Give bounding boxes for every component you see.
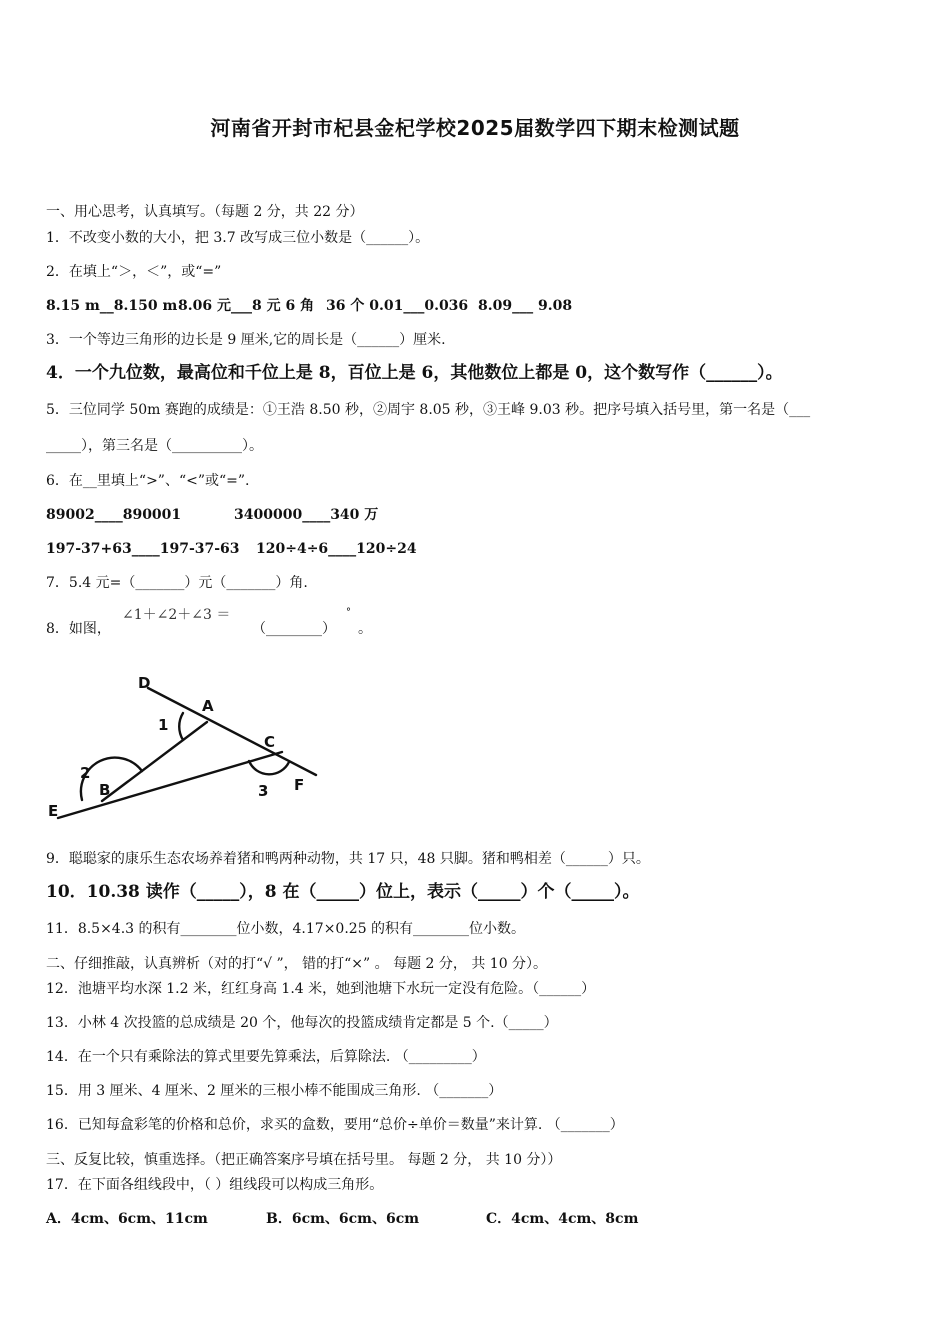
section-3-header: 三、反复比较，慎重选择。（把正确答案序号填在括号里。 每题 2 分， 共 10 分）） [46, 1152, 562, 1168]
q6-item-1: 89002____890001 [46, 507, 182, 523]
page-title: 河南省开封市杞县金杞学校2025届数学四下期末检测试题 [210, 116, 740, 140]
label-angle-1: 1 [158, 716, 169, 734]
question-9: 9．聪聪家的康乐生态农场养着猪和鸭两种动物，共 17 只，48 只脚。猪和鸭相差（______）只。 [46, 851, 650, 867]
question-1: 1．不改变小数的大小，把 3.7 改写成三位小数是（______）。 [46, 230, 430, 246]
label-D: D [138, 674, 151, 692]
question-8 [46, 607, 372, 638]
q8-blank: （________） [252, 621, 336, 637]
q2-item-1: 8.15 m__8.150 m [46, 298, 178, 314]
q2-item-4: 8.09___ 9.08 [478, 298, 573, 314]
option-a: A．4cm、6cm、11cm [46, 1211, 208, 1227]
q8-angle-sum: ∠1＋∠2＋∠3 ＝ [122, 607, 231, 623]
q6-item-4: 120÷4÷6____120÷24 [256, 541, 417, 557]
question-17-options [46, 1210, 638, 1228]
question-6-row-2 [46, 540, 417, 558]
question-17: 17．在下面各组线段中，（ ）组线段可以构成三角形。 [46, 1177, 384, 1193]
label-angle-3: 3 [258, 782, 269, 800]
question-5-line-2: _____），第三名是（__________）。 [46, 438, 263, 454]
q8-degree: ° [346, 607, 351, 618]
label-F: F [294, 776, 305, 794]
q2-item-3: 36 个 0.01___0.036 [326, 298, 469, 314]
section-2-header: 二、仔细推敲，认真辨析（对的打“√ ”， 错的打“×” 。 每题 2 分， 共 10 分）。 [46, 956, 548, 972]
question-3: 3．一个等边三角形的边长是 9 厘米,它的周长是（______）厘米. [46, 332, 446, 348]
question-6-row-1 [46, 506, 378, 524]
question-13: 13．小林 4 次投篮的总成绩是 20 个，他每次的投篮成绩肯定都是 5 个.（_____） [46, 1015, 558, 1031]
question-11: 11．8.5×4.3 的积有________位小数，4.17×0.25 的积有________位小数。 [46, 921, 526, 937]
question-7: 7．5.4 元=（_______）元（_______）角. [46, 575, 308, 591]
section-1-header: 一、用心思考，认真填写。（每题 2 分，共 22 分） [46, 204, 364, 220]
label-C: C [264, 733, 276, 751]
label-angle-2: 2 [80, 764, 91, 782]
q2-item-2: 8.06 元___8 元 6 角 [178, 298, 315, 314]
question-4: 4．一个九位数，最高位和千位上是 8，百位上是 6，其他数位上都是 0，这个数写作（______）。 [46, 363, 783, 383]
option-b: B．6cm、6cm、6cm [266, 1211, 420, 1227]
line-DF [148, 688, 316, 775]
question-2: 2．在填上“＞，＜”，或“=” [46, 264, 222, 280]
question-10: 10．10.38 读作（_____），8 在（_____）位上，表示（_____）个（_____）。 [46, 882, 640, 902]
question-6: 6．在__里填上“>”、“<”或“=”. [46, 473, 250, 489]
question-14: 14．在一个只有乘除法的算式里要先算乘法，后算除法. （_________） [46, 1049, 486, 1065]
angle-figure [44, 668, 334, 828]
question-16: 16．已知每盒彩笔的价格和总价，求买的盒数，要用“总价÷单价＝数量”来计算. （_______） [46, 1117, 624, 1133]
label-A: A [202, 697, 214, 715]
q6-item-3: 197-37+63____197-37-63 [46, 541, 240, 557]
q6-item-2: 3400000____340 万 [234, 507, 379, 523]
q8-prefix: 8．如图， [46, 621, 111, 637]
label-B: B [99, 781, 111, 799]
question-12: 12．池塘平均水深 1.2 米，红红身高 1.4 米，她到池塘下水玩一定没有危险。（______） [46, 981, 596, 997]
question-2-items [46, 297, 572, 315]
question-5-line-1: 5．三位同学 50m 赛跑的成绩是：①王浩 8.50 秒，②周宇 8.05 秒，③王峰 9.03 秒。把序号填入括号里，第一名是（___ [46, 402, 811, 418]
arc-angle-3 [249, 761, 289, 774]
option-c: C．4cm、4cm、8cm [486, 1211, 639, 1227]
arc-angle-1 [179, 713, 183, 740]
label-E: E [48, 802, 59, 820]
q8-end: 。 [358, 621, 372, 637]
question-15: 15．用 3 厘米、4 厘米、2 厘米的三根小棒不能围成三角形. （_______） [46, 1083, 503, 1099]
